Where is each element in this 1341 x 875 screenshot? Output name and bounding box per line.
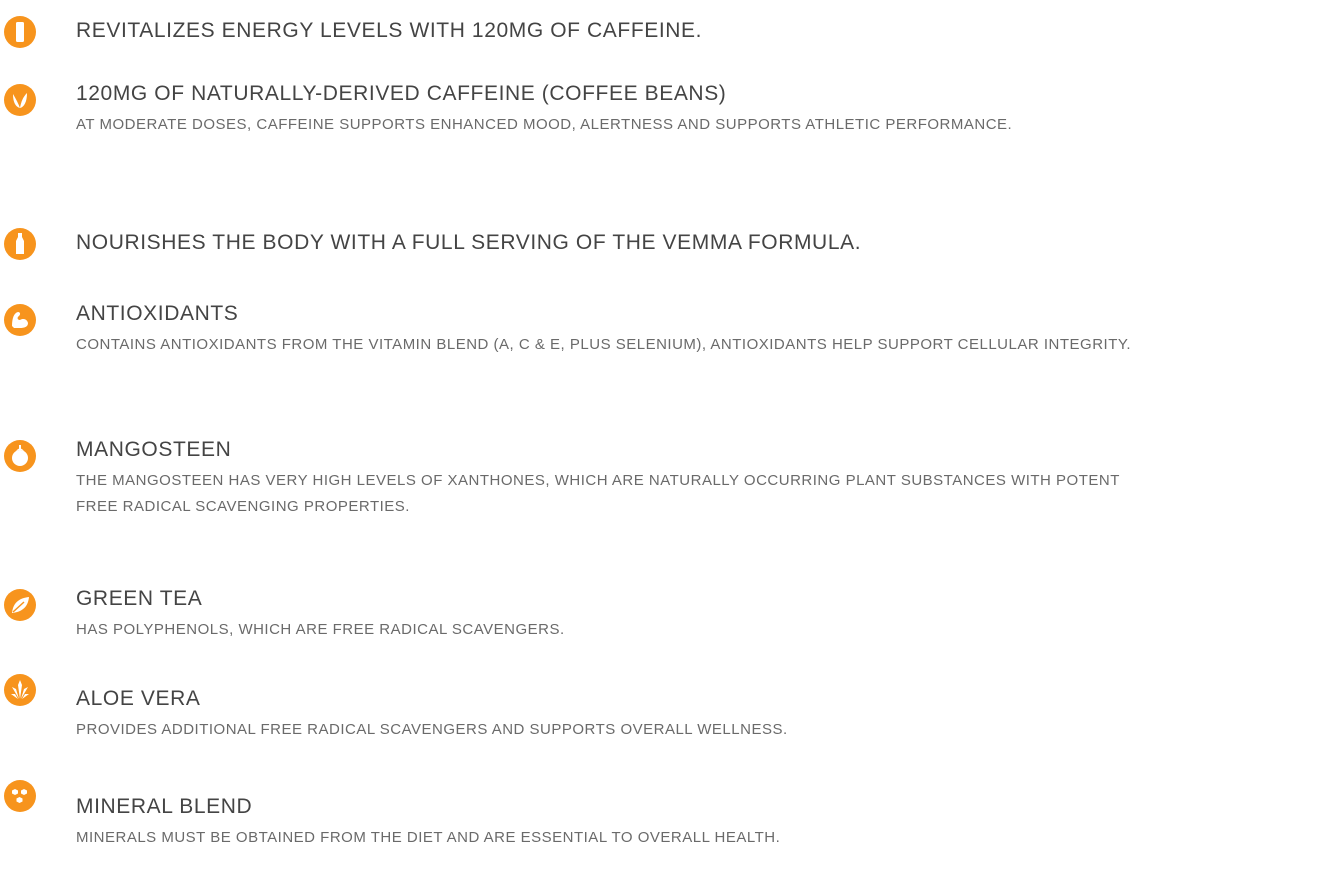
- bottle-icon: [4, 16, 36, 48]
- feature-title: NOURISHES THE BODY WITH A FULL SERVING OF THE VEMMA FORMULA.: [76, 231, 862, 254]
- feature-text: [76, 438, 1326, 520]
- feature-title: MINERAL BLEND: [76, 795, 253, 818]
- feature-description: HAS POLYPHENOLS, WHICH ARE FREE RADICAL SCAVENGERS.: [76, 621, 565, 638]
- muscle-arm-icon: [4, 304, 36, 336]
- feature-text: [76, 82, 1326, 138]
- feature-title: 120MG OF NATURALLY-DERIVED CAFFEINE (COFFEE BEANS): [76, 82, 727, 105]
- leaf-badge-icon: [4, 84, 36, 116]
- feature-text: [76, 19, 1326, 43]
- feature-description: AT MODERATE DOSES, CAFFEINE SUPPORTS ENHANCED MOOD, ALERTNESS AND SUPPORTS ATHLETIC PERFORMANCE.: [76, 116, 1013, 133]
- feature-text: [76, 687, 1326, 743]
- feature-text: [76, 302, 1326, 358]
- bottle-icon: [4, 228, 36, 260]
- feature-title: ALOE VERA: [76, 687, 201, 710]
- feature-text: [76, 795, 1326, 851]
- feature-title: MANGOSTEEN: [76, 438, 232, 461]
- mangosteen-icon: [4, 440, 36, 472]
- aloe-icon: [4, 674, 36, 706]
- feature-description: CONTAINS ANTIOXIDANTS FROM THE VITAMIN BLEND (A, C & E, PLUS SELENIUM), ANTIOXIDANTS HELP SUPPORT CELLULAR INTEGRITY.: [76, 336, 1132, 353]
- feature-description: PROVIDES ADDITIONAL FREE RADICAL SCAVENGERS AND SUPPORTS OVERALL WELLNESS.: [76, 721, 788, 738]
- feature-text: [76, 231, 1326, 255]
- feature-description: THE MANGOSTEEN HAS VERY HIGH LEVELS OF XANTHONES, WHICH ARE NATURALLY OCCURRING PLANT SUBSTANCES WITH POTENT FREE RADICAL SCAVENGING PROPERTIES.: [76, 472, 1120, 515]
- feature-title: GREEN TEA: [76, 587, 203, 610]
- feature-text: [76, 587, 1326, 643]
- feature-title: ANTIOXIDANTS: [76, 302, 239, 325]
- tea-leaf-icon: [4, 589, 36, 621]
- hexagon-cluster-icon: [4, 780, 36, 812]
- feature-title: REVITALIZES ENERGY LEVELS WITH 120MG OF CAFFEINE.: [76, 19, 703, 42]
- feature-description: MINERALS MUST BE OBTAINED FROM THE DIET AND ARE ESSENTIAL TO OVERALL HEALTH.: [76, 829, 781, 846]
